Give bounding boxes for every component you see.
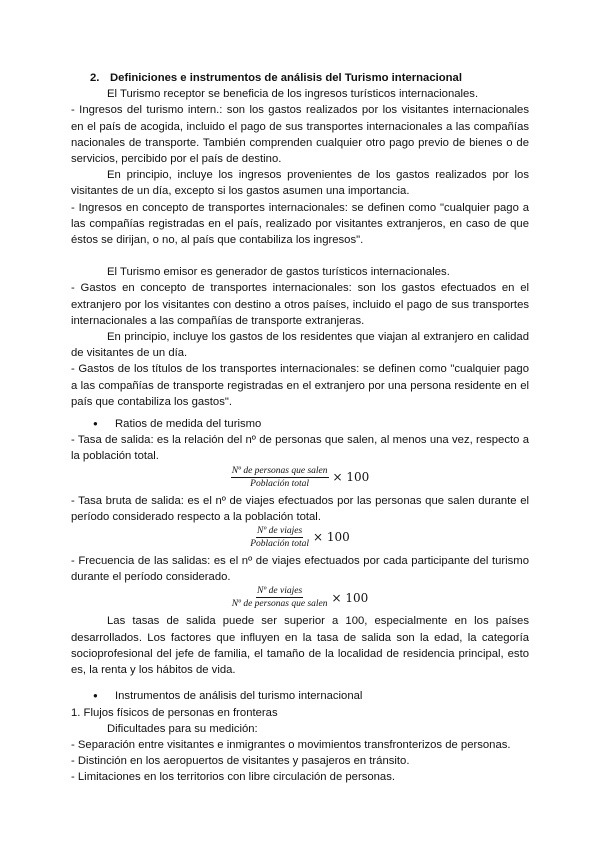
dificultad-3: - Limitaciones en los territorios con libre circulación de personas. bbox=[71, 771, 395, 784]
tasa-salida: - Tasa de salida: es la relación del nº de personas que salen, al menos una vez, respecto a la población total. bbox=[71, 434, 529, 463]
multiplier: × 100 bbox=[313, 530, 350, 545]
emisor-gastos: - Gastos en concepto de transportes internacionales: son los gastos efectuados en el extranjero por los visitantes con destino a otros países, incluido el pago de sus transportes internacionales a las compañías de transporte extranjeras. bbox=[71, 282, 529, 327]
section-number: 2. bbox=[90, 72, 100, 84]
receptor-transportes: - Ingresos en concepto de transportes internacionales: se definen como "cualquier pago a las compañías registradas en el país, realizado por visitantes extranjeros, en caso de que éstos se dirijan, o no, al país que contabiliza los ingresos". bbox=[71, 201, 529, 247]
frecuencia-salidas: - Frecuencia de las salidas: es el nº de viajes efectuados por cada participante del turismo durante el período considerado. bbox=[71, 555, 529, 584]
emisor-intro: El Turismo emisor es generador de gastos turísticos internacionales. bbox=[107, 266, 450, 279]
instrumentos-bullet-text: Instrumentos de análisis del turismo internacional bbox=[115, 690, 363, 703]
ratios-bullet-text: Ratios de medida del turismo bbox=[115, 418, 262, 431]
dificultad-1: - Separación entre visitantes e inmigrantes o movimientos transfronterizos de personas. bbox=[71, 738, 511, 751]
emisor-principio: En principio, incluye los gastos de los residentes que viajan al extranjero en calidad de visitantes de un día. bbox=[71, 331, 529, 360]
dificultad-2: - Distinción en los aeropuertos de visitantes y pasajeros en tránsito. bbox=[71, 755, 410, 768]
instrumentos-item1: 1. Flujos físicos de personas en fronteras bbox=[71, 706, 278, 719]
fraction bbox=[250, 526, 309, 549]
receptor-intro: El Turismo receptor se beneficia de los ingresos turísticos internacionales. bbox=[107, 88, 479, 101]
section-heading bbox=[71, 70, 529, 86]
formula-frecuencia bbox=[71, 586, 529, 609]
receptor-ingresos: - Ingresos del turismo intern.: son los gastos realizados por los visitantes internacionales en el país de acogida, incluido el pago de sus transportes internacionales a las compañías nacionales de transporte. También comprenden cualquier otro pago previo de bienes o de servicios, percibido por el país de destino. bbox=[71, 104, 529, 166]
fraction-denominator: Población total bbox=[250, 478, 310, 489]
fraction bbox=[232, 586, 328, 609]
bullet-icon: ● bbox=[93, 419, 98, 429]
fraction-numerator: Nº de personas que salen bbox=[231, 465, 328, 476]
document-page bbox=[71, 70, 529, 786]
formula-tasa-salida bbox=[71, 466, 529, 489]
fraction-denominator: Nº de personas que salen bbox=[231, 599, 328, 610]
fraction-numerator: Nº de viajes bbox=[257, 586, 303, 597]
fraction bbox=[231, 466, 329, 489]
receptor-principio: En principio, incluye los ingresos provenientes de los gastos realizados por los visitantes de un día, excepto si los gastos asumen una importancia. bbox=[71, 169, 529, 198]
spacer bbox=[71, 678, 529, 688]
ratios-conclusion: Las tasas de salida puede ser superior a 100, especialmente en los países desarrollados. Los factores que influyen en la tasa de salida son la edad, la categoría socioprofesional del jefe de familia, el tamaño de la localidad de residencia principal, esto es, la renta y los hábitos de vida. bbox=[71, 615, 529, 677]
multiplier: × 100 bbox=[332, 470, 370, 485]
spacer bbox=[71, 248, 529, 264]
section-title: Definiciones e instrumentos de análisis del Turismo internacional bbox=[110, 72, 462, 84]
dificultades-label: Dificultades para su medición: bbox=[107, 722, 258, 735]
instrumentos-bullet bbox=[71, 688, 529, 704]
multiplier: × 100 bbox=[331, 590, 369, 605]
fraction-denominator: Población total bbox=[250, 539, 310, 550]
ratios-bullet bbox=[71, 416, 529, 432]
fraction-numerator: Nº de viajes bbox=[257, 526, 303, 537]
formula-tasa-bruta bbox=[71, 526, 529, 549]
emisor-titulos: - Gastos de los títulos de los transportes internacionales: se definen como "cualquier pago a las compañías de transporte registradas en el extranjero por una persona residente en el país que contabiliza los gastos". bbox=[71, 363, 529, 408]
tasa-bruta: - Tasa bruta de salida: es el nº de viajes efectuados por las personas que salen durante el período considerado respecto a la población total. bbox=[71, 494, 529, 523]
bullet-icon: ● bbox=[93, 691, 98, 701]
